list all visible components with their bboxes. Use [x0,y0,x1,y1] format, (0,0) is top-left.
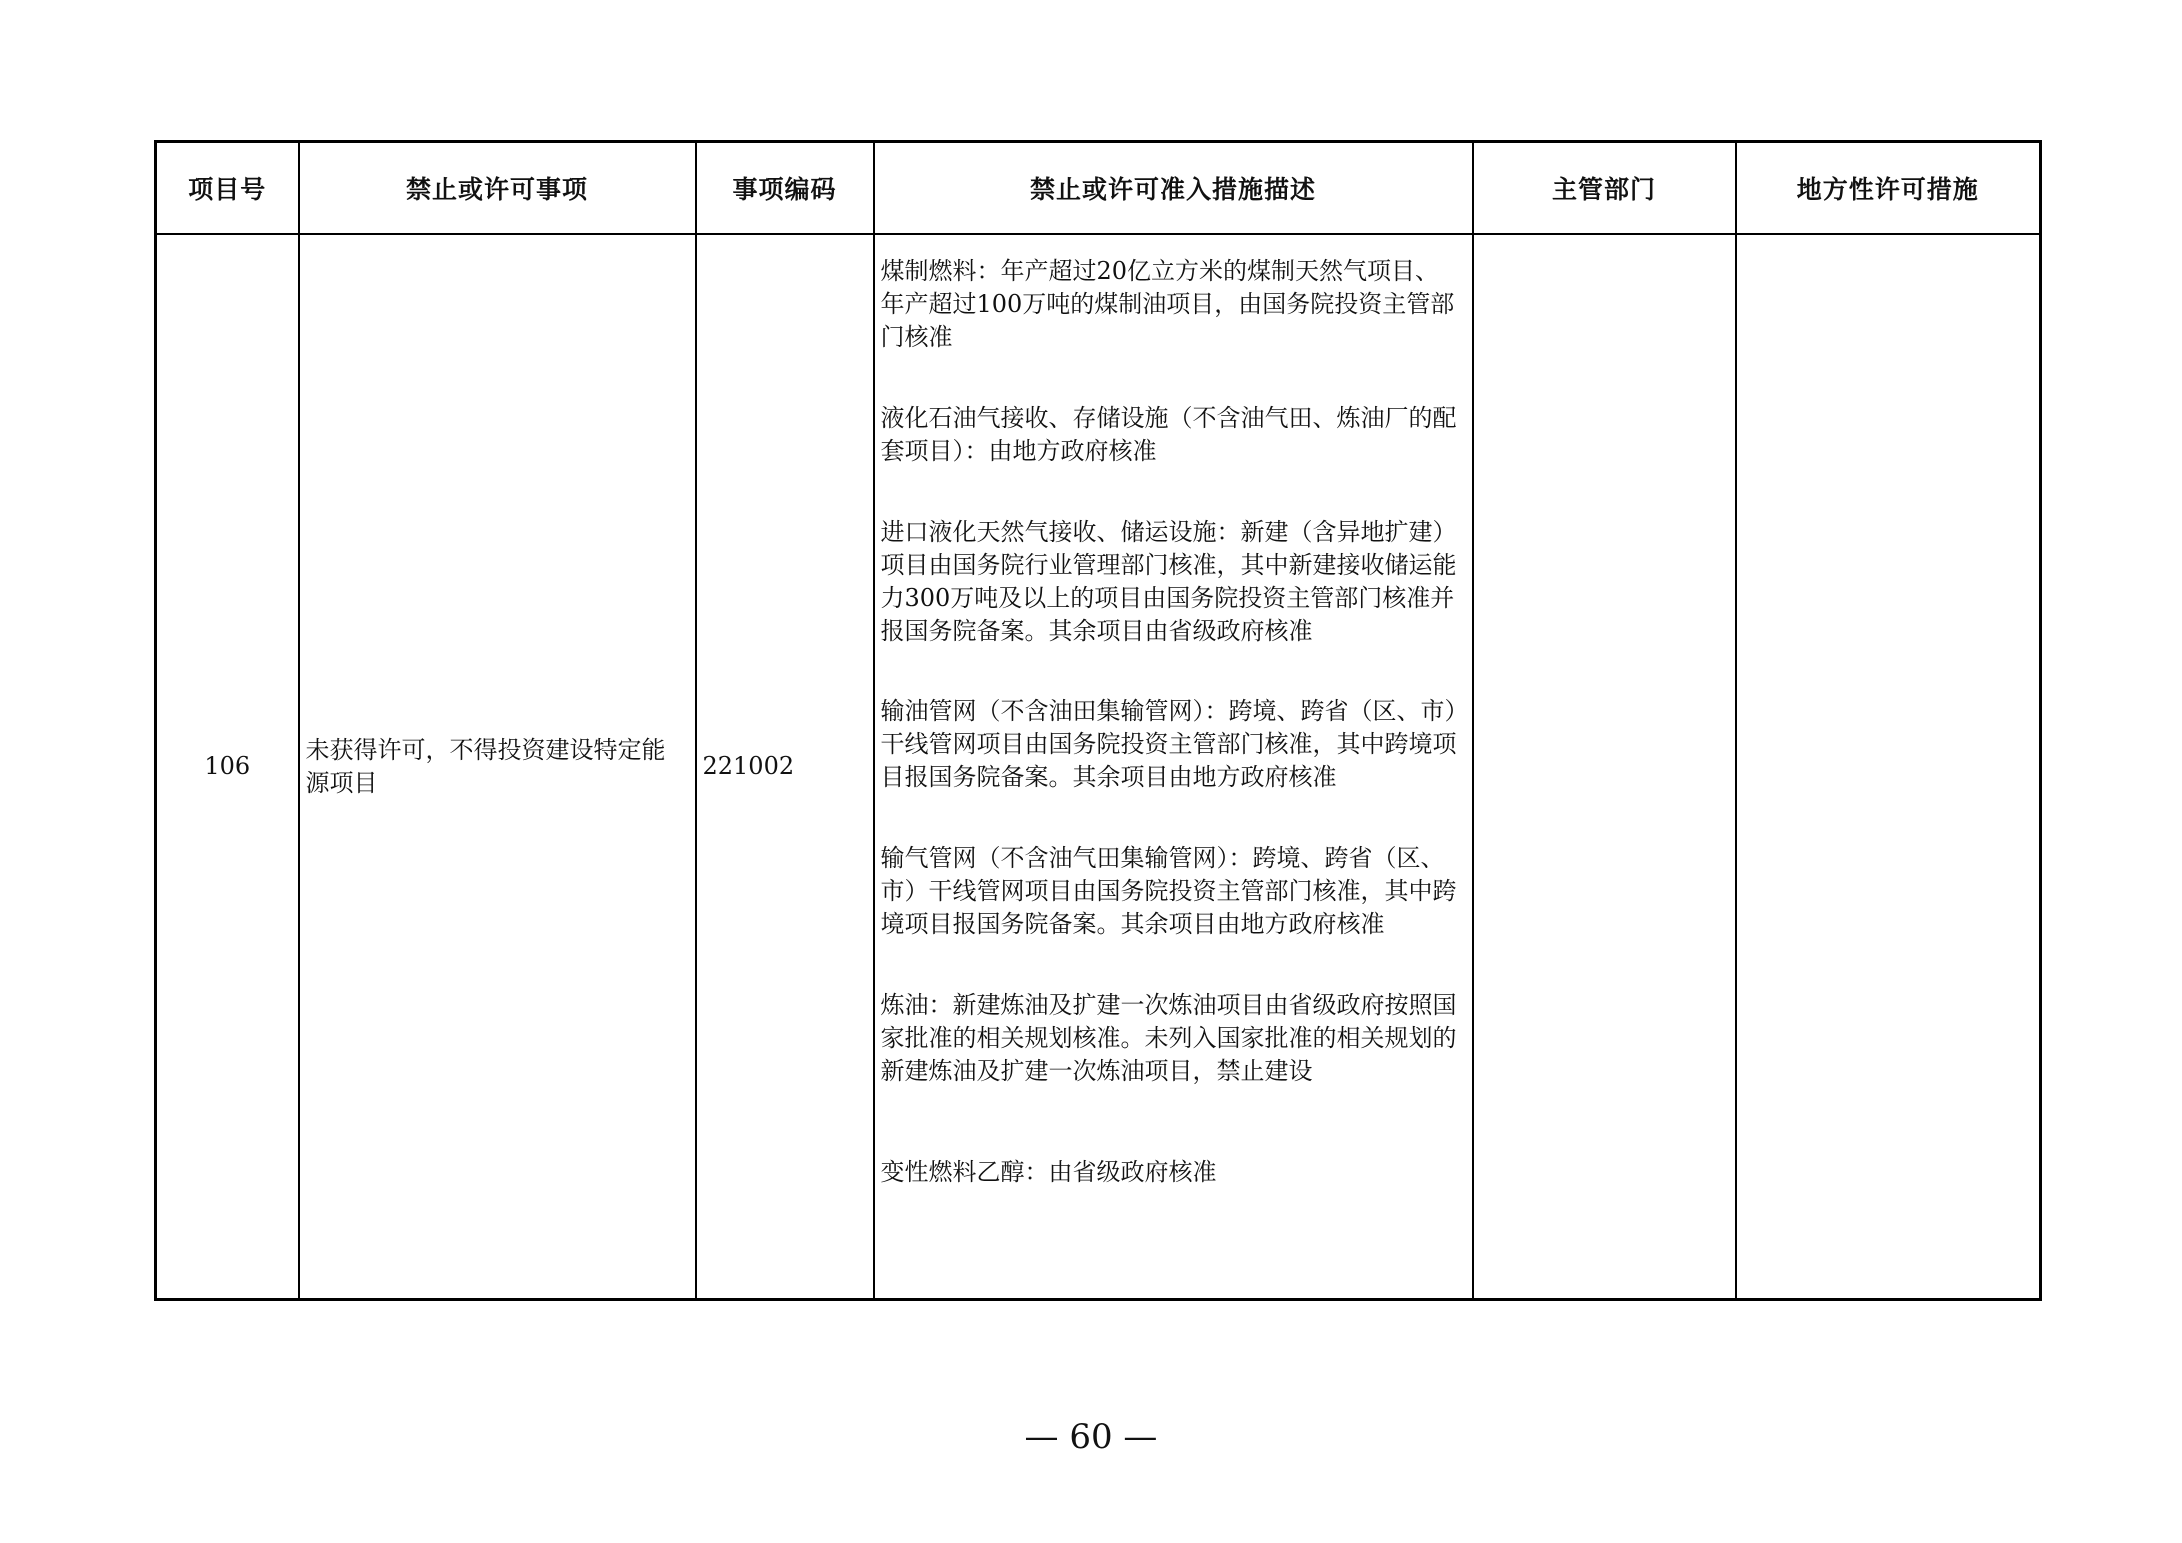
cell-department [1473,234,1736,1300]
table-row [156,234,2041,1300]
header-local-measure: 地方性许可措施 [1736,142,2041,235]
description-gas-pipeline: 输气管网（不含油气田集输管网）：跨境、跨省（区、市）干线管网项目由国务院投资主管部门核准，其中跨境项目报国务院备案。其余项目由地方政府核准 [880,844,1457,938]
header-department: 主管部门 [1473,142,1736,235]
cell-item-code: 221002 [696,234,874,1300]
description-lng-facility: 进口液化天然气接收、储运设施：新建（含异地扩建）项目由国务院行业管理部门核准，其中新建接收储运能力300万吨及以上的项目由国务院投资主管部门核准并报国务院备案。其余项目由省级政府核准 [880,518,1457,645]
header-item-code: 事项编码 [696,142,874,235]
cell-item-name: 未获得许可，不得投资建设特定能源项目 [299,234,696,1300]
cell-measure-description [874,234,1473,1300]
header-measure-description: 禁止或许可准入措施描述 [874,142,1473,235]
description-lpg-facility: 液化石油气接收、存储设施（不含油气田、炼油厂的配套项目）：由地方政府核准 [880,404,1457,465]
header-item-name: 禁止或许可事项 [299,142,696,235]
table-header-row [156,142,2041,235]
description-refining: 炼油：新建炼油及扩建一次炼油项目由省级政府按照国家批准的相关规划核准。未列入国家批准的相关规划的新建炼油及扩建一次炼油项目，禁止建设 [880,991,1457,1085]
page-number: — 60 — [1024,1417,1158,1457]
cell-local-measure [1736,234,2041,1300]
description-oil-pipeline: 输油管网（不含油田集输管网）：跨境、跨省（区、市）干线管网项目由国务院投资主管部门核准，其中跨境项目报国务院备案。其余项目由地方政府核准 [880,697,1457,791]
description-coal-fuel: 煤制燃料：年产超过20亿立方米的煤制天然气项目、年产超过100万吨的煤制油项目，由国务院投资主管部门核准 [880,257,1455,351]
permit-table-container [154,140,2039,1301]
description-fuel-ethanol: 变性燃料乙醇：由省级政府核准 [880,1158,1217,1186]
header-item-number: 项目号 [156,142,299,235]
market-access-table [154,140,2042,1301]
cell-item-number: 106 [156,234,299,1300]
